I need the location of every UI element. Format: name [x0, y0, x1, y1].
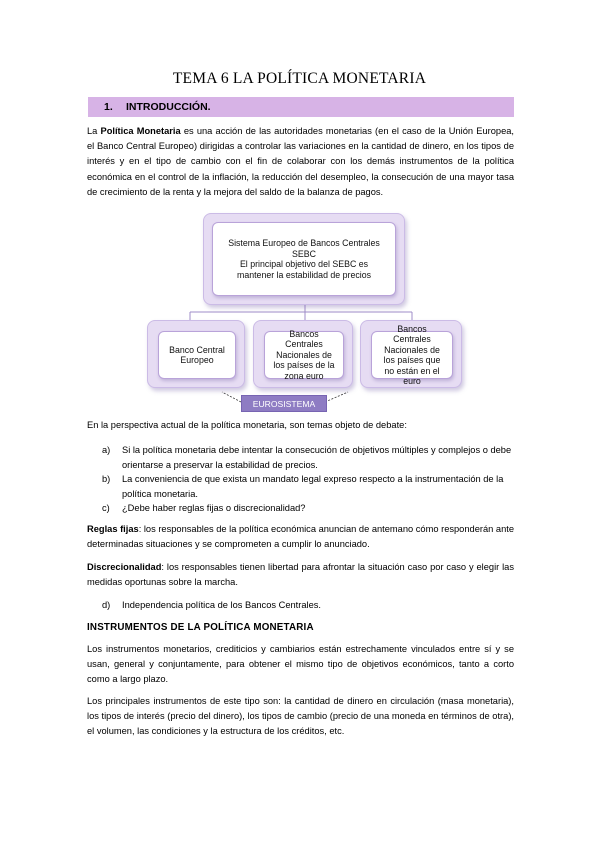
sebc-objective: El principal objetivo del SEBC es mantener la estabilidad de precios	[237, 259, 371, 280]
sebc-box-inner	[212, 222, 396, 296]
bcn-euro-box	[253, 320, 353, 388]
bce-label: Banco Central Europeo	[169, 344, 225, 365]
list-text: ¿Debe haber reglas fijas o discrecionalidad?	[122, 503, 306, 513]
intro-bold-term: Política Monetaria	[100, 126, 181, 136]
sebc-box	[203, 213, 405, 305]
section-label: INTRODUCCIÓN.	[126, 101, 211, 113]
discrecionalidad-paragraph	[87, 560, 514, 590]
reglas-term: Reglas fijas	[87, 524, 139, 534]
bce-box	[147, 320, 245, 388]
list-marker: d)	[102, 600, 111, 610]
document-title: TEMA 6 LA POLÍTICA MONETARIA	[172, 70, 427, 87]
section-number: 1.	[104, 101, 113, 113]
bcn-euro-box-inner	[264, 328, 344, 381]
eurosistema-label: EUROSISTEMA	[241, 395, 327, 412]
list-text: Independencia política de los Bancos Centrales.	[122, 600, 321, 610]
instrumentos-heading: INSTRUMENTOS DE LA POLÍTICA MONETARIA	[87, 622, 314, 633]
instrumentos-paragraph-1: Los instrumentos monetarios, crediticios y cambiarios están estrechamente vinculados entre sí y se usan, general y conjuntamente, para obtener el mismo tipo de objetivos económicos, tanto a corto como a largo plazo.	[87, 644, 514, 685]
intro-lead: La	[87, 126, 101, 136]
discrecionalidad-text: : los responsables tienen libertad para afrontar la situación caso por caso y elegir las medidas oportunas sobre la marcha.	[87, 562, 514, 588]
debate-intro: En la perspectiva actual de la política monetaria, son temas objeto de debate:	[87, 420, 407, 430]
bce-box-inner	[158, 331, 236, 379]
reglas-text: : los responsables de la política económica anuncian de antemano cómo responderán ante determinadas situaciones y se comprometen a cumplir lo anunciado.	[87, 524, 514, 550]
discrecionalidad-term: Discrecionalidad	[87, 562, 162, 572]
list-marker: c)	[102, 503, 110, 513]
sebc-acronym: SEBC	[292, 248, 316, 259]
intro-rest: es una acción de las autoridades monetarias (en el caso de la Unión Europea, el Banco Central Europeo) dirigidas a controlar las variaciones en la cantidad de dinero, en los tipos de interés y en el tipo de cambio con el fin de colaborar con los demás instrumentos de la política económica en el control de la inflación, la reducción del desempleo, la consecución de una mayor tasa de crecimiento de la renta y la mejora del saldo de la balanza de pagos.	[87, 126, 514, 197]
list-marker: a)	[102, 445, 111, 455]
list-text: Si la política monetaria debe intentar la consecución de objetivos múltiples y complejos o debe orientarse a preservar la estabilidad de precios.	[122, 445, 512, 470]
list-text: La conveniencia de que exista un mandato legal expreso respecto a la instrumentación de la política monetaria.	[122, 474, 504, 499]
sebc-title: Sistema Europeo de Bancos Centrales	[228, 238, 380, 248]
reglas-fijas-paragraph	[87, 522, 514, 552]
bcn-noeuro-box-inner	[371, 323, 453, 386]
instrumentos-paragraph-2: Los principales instrumentos de este tipo son: la cantidad de dinero en circulación (masa monetaria), los tipos de interés (precio del dinero), los tipos de cambio (precio de una moneda en términos de otra), el volumen, las condiciones y la estructura de los créditos, etc.	[87, 696, 514, 737]
bcn-euro-label: Bancos Centrales Nacionales de los países de la zona euro	[273, 328, 335, 381]
bcn-noeuro-box	[360, 320, 462, 388]
bcn-noeuro-label: Bancos Centrales Nacionales de los países que no están en el euro	[383, 323, 441, 386]
list-marker: b)	[102, 474, 111, 484]
